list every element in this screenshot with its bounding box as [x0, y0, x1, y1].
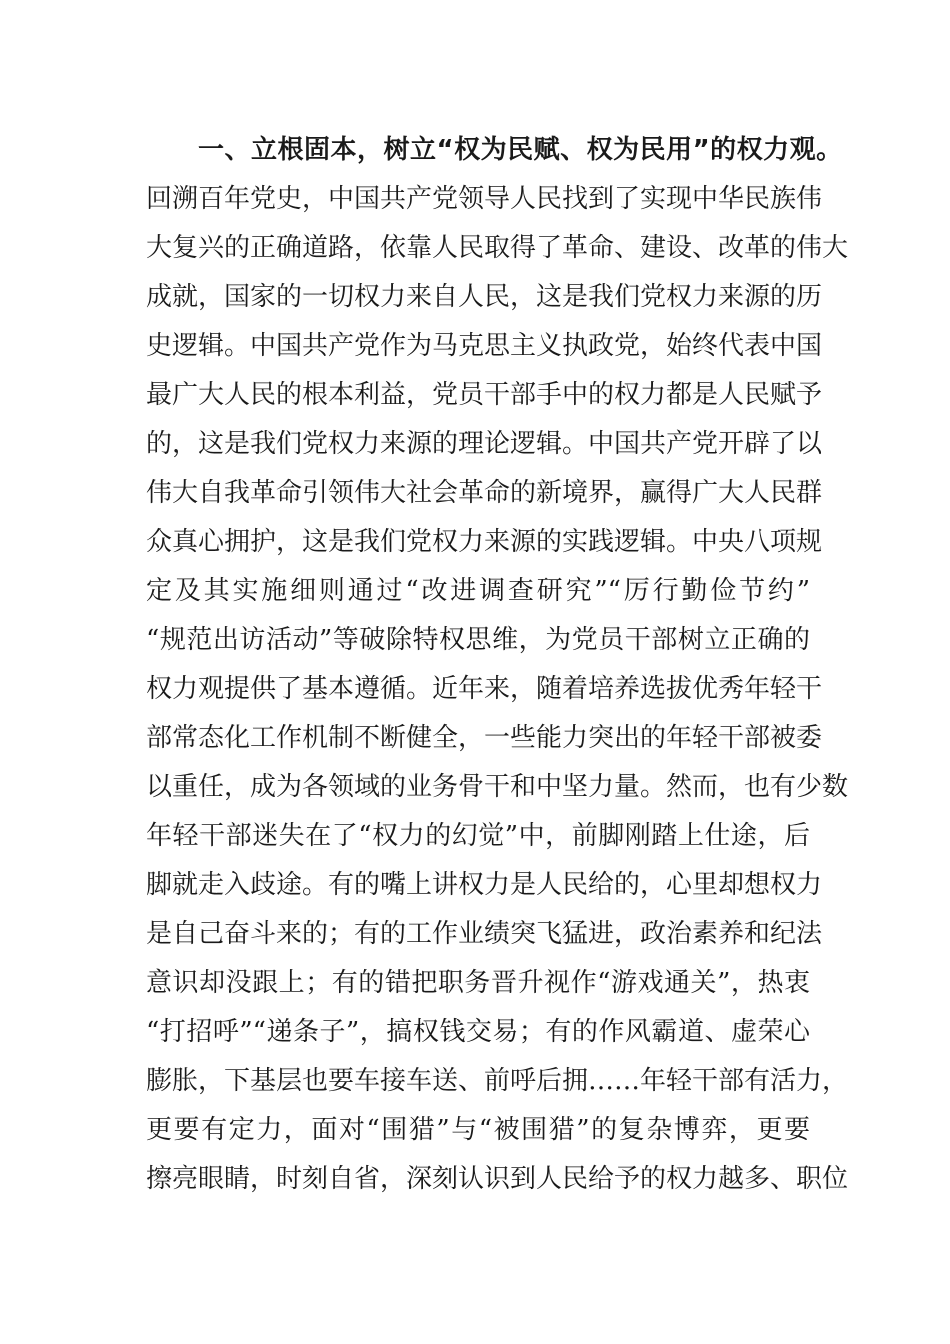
text-line: 是自己奋斗来的；有的工作业绩突飞猛进，政治素养和纪法: [146, 919, 823, 949]
text-line: “规范出访活动”等破除特权思维，为党员干部树立正确的: [146, 625, 810, 655]
section-heading: 一、立根固本，树立“权为民赋、权为民用”的权力观。: [198, 135, 843, 165]
text-line: 的，这是我们党权力来源的理论逻辑。中国共产党开辟了以: [146, 429, 823, 459]
text-line: 擦亮眼睛，时刻自省，深刻认识到人民给予的权力越多、职位: [146, 1164, 849, 1194]
text-line: 最广大人民的根本利益，党员干部手中的权力都是人民赋予: [146, 380, 823, 410]
text-line: 权力观提供了基本遵循。近年来，随着培养选拔优秀年轻干: [146, 674, 823, 704]
text-line: 定及其实施细则通过“改进调查研究”“厉行勤俭节约”: [146, 576, 810, 606]
text-line: 伟大自我革命引领伟大社会革命的新境界，赢得广大人民群: [146, 478, 823, 508]
body-text: [146, 126, 849, 1204]
text-line: 史逻辑。中国共产党作为马克思主义执政党，始终代表中国: [146, 331, 823, 361]
text-line: 回溯百年党史，中国共产党领导人民找到了实现中华民族伟: [146, 184, 823, 214]
text-line: 以重任，成为各领域的业务骨干和中坚力量。然而，也有少数: [146, 772, 849, 802]
text-line: 更要有定力，面对“围猎”与“被围猎”的复杂博弈，更要: [146, 1115, 810, 1145]
text-line: 膨胀，下基层也要车接车送、前呼后拥……年轻干部有活力，: [146, 1066, 849, 1096]
text-line: 意识却没跟上；有的错把职务晋升视作“游戏通关”，热衷: [146, 968, 810, 998]
text-line: 脚就走入歧途。有的嘴上讲权力是人民给的，心里却想权力: [146, 870, 823, 900]
text-line: 年轻干部迷失在了“权力的幻觉”中，前脚刚踏上仕途，后: [146, 821, 810, 851]
text-line: 部常态化工作机制不断健全，一些能力突出的年轻干部被委: [146, 723, 823, 753]
text-line: 成就，国家的一切权力来自人民，这是我们党权力来源的历: [146, 282, 823, 312]
text-line: “打招呼”“递条子”，搞权钱交易；有的作风霸道、虚荣心: [146, 1017, 810, 1047]
text-line: 大复兴的正确道路，依靠人民取得了革命、建设、改革的伟大: [146, 233, 849, 263]
text-line: 众真心拥护，这是我们党权力来源的实践逻辑。中央八项规: [146, 527, 823, 557]
